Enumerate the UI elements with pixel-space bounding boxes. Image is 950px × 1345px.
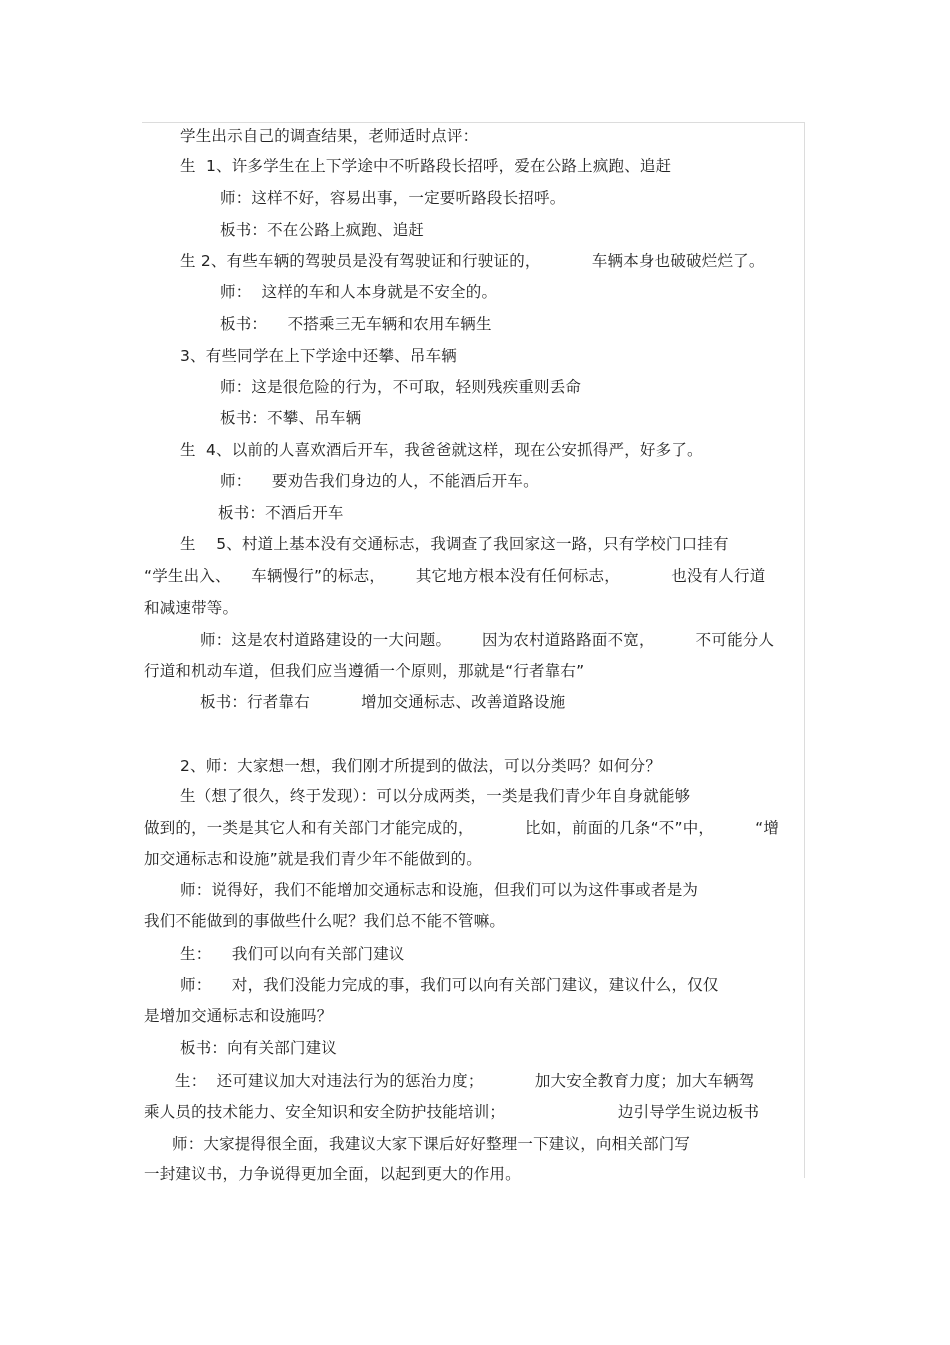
text-line: 师：大家提得很全面，我建议大家下课后好好整理一下建议，向相关部门写 bbox=[172, 1135, 691, 1153]
text-line: 加交通标志和设施”就是我们青少年不能做到的。 bbox=[144, 850, 482, 868]
text-line: 板书：不攀、吊车辆 bbox=[220, 409, 362, 427]
text-line: “学生出入、 车辆慢行”的标志， 其它地方根本没有任何标志， 也没有人行道 bbox=[144, 567, 766, 585]
text-line: 生（想了很久，终于发现）：可以分成两类，一类是我们青少年自身就能够 bbox=[180, 787, 691, 805]
text-line: 板书：向有关部门建议 bbox=[180, 1039, 338, 1057]
text-line: 师： 对，我们没能力完成的事，我们可以向有关部门建议，建议什么，仅仅 bbox=[180, 976, 719, 994]
text-line: 做到的，一类是其它人和有关部门才能完成的， 比如，前面的几条“不”中， “增 bbox=[144, 819, 780, 837]
text-line: 生 4、以前的人喜欢酒后开车，我爸爸就这样，现在公安抓得严，好多了。 bbox=[180, 441, 703, 459]
text-line: 师：这是很危险的行为，不可取，轻则残疾重则丢命 bbox=[220, 378, 582, 396]
text-line: 生： 还可建议加大对违法行为的惩治力度； 加大安全教育力度；加大车辆驾 bbox=[175, 1072, 755, 1090]
text-line: 板书：不酒后开车 bbox=[218, 504, 344, 522]
text-line: 生 1、许多学生在上下学途中不听路段长招呼，爱在公路上疯跑、追赶 bbox=[180, 157, 672, 175]
text-line: 板书：行者靠右 增加交通标志、改善道路设施 bbox=[200, 693, 566, 711]
text-line: 我们不能做到的事做些什么呢？我们总不能不管嘛。 bbox=[144, 912, 506, 930]
text-line: 2、师：大家想一想，我们刚才所提到的做法，可以分类吗？如何分？ bbox=[180, 757, 662, 775]
text-line: 学生出示自己的调查结果，老师适时点评： bbox=[180, 127, 479, 145]
text-line: 师：这样不好，容易出事，一定要听路段长招呼。 bbox=[220, 189, 566, 207]
text-line: 生： 我们可以向有关部门建议 bbox=[180, 945, 405, 963]
text-line: 3、有些同学在上下学途中还攀、吊车辆 bbox=[180, 347, 457, 365]
text-line: 和减速带等。 bbox=[144, 599, 239, 617]
text-line: 师：说得好，我们不能增加交通标志和设施，但我们可以为这件事或者是为 bbox=[180, 881, 699, 899]
text-line: 行道和机动车道，但我们应当遵循一个原则，那就是“行者靠右” bbox=[144, 662, 585, 680]
text-line: 是增加交通标志和设施吗？ bbox=[144, 1007, 333, 1025]
text-line: 一封建议书，力争说得更加全面，以起到更大的作用。 bbox=[144, 1165, 521, 1183]
text-line: 生 2、有些车辆的驾驶员是没有驾驶证和行驶证的， 车辆本身也破破烂烂了。 bbox=[180, 252, 765, 270]
text-line: 板书：不在公路上疯跑、追赶 bbox=[220, 221, 425, 239]
text-line: 生 5、村道上基本没有交通标志，我调查了我回家这一路，只有学校门口挂有 bbox=[180, 535, 729, 553]
text-line: 师： 要劝告我们身边的人，不能酒后开车。 bbox=[220, 472, 539, 490]
text-line: 乘人员的技术能力、安全知识和安全防护技能培训； 边引导学生说边板书 bbox=[144, 1103, 760, 1121]
text-line: 师：这是农村道路建设的一大问题。 因为农村道路路面不宽， 不可能分人 bbox=[200, 631, 775, 649]
text-line: 板书： 不搭乘三无车辆和农用车辆生 bbox=[220, 315, 492, 333]
text-line: 师： 这样的车和人本身就是不安全的。 bbox=[220, 283, 498, 301]
